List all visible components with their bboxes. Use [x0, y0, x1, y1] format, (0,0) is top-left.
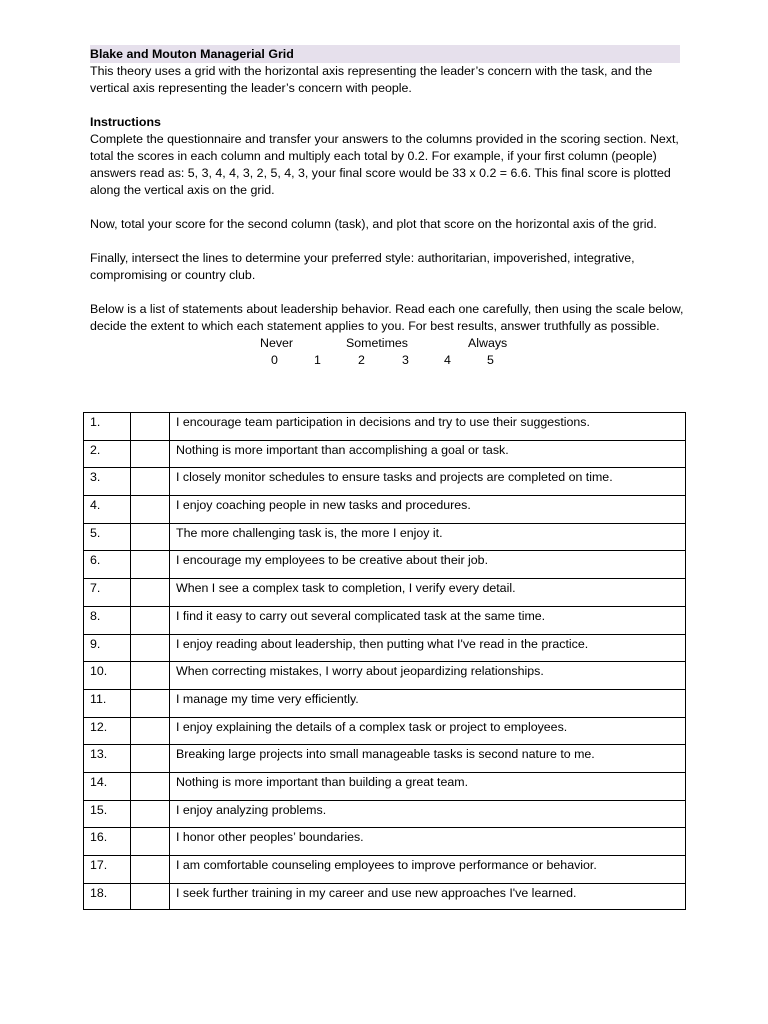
item-number: 12.: [84, 717, 131, 745]
table-row: [84, 717, 686, 745]
item-number: 15.: [84, 800, 131, 828]
instructions-paragraph-1: Complete the questionnaire and transfer your answers to the columns provided in the scoring section. Next, total the scores in each column and multiply each total by 0.2. For example, if your first column (people) answers read as: 5, 3, 4, 4, 3, 2, 5, 4, 3, your final score would be 33 x 0.2 = 6.6. This final score is plotted along the vertical axis on the grid.: [90, 132, 679, 197]
item-number: 16.: [84, 828, 131, 856]
spacer: [90, 284, 686, 301]
statement-text: I closely monitor schedules to ensure tasks and projects are completed on time.: [170, 468, 686, 496]
scale-number-4: 4: [444, 353, 451, 367]
table-row: [84, 634, 686, 662]
item-number: 17.: [84, 856, 131, 884]
item-number: 14.: [84, 772, 131, 800]
instructions-heading: Instructions: [90, 115, 161, 129]
answer-cell[interactable]: [131, 551, 170, 579]
table-row: [84, 579, 686, 607]
item-number: 2.: [84, 440, 131, 468]
table-row: [84, 440, 686, 468]
answer-cell[interactable]: [131, 634, 170, 662]
table-row: [84, 468, 686, 496]
table-row: [84, 523, 686, 551]
answer-cell[interactable]: [131, 689, 170, 717]
statement-text: I honor other peoples’ boundaries.: [170, 828, 686, 856]
table-row: [84, 772, 686, 800]
table-row: [84, 413, 686, 441]
item-number: 4.: [84, 496, 131, 524]
item-number: 8.: [84, 606, 131, 634]
item-number: 9.: [84, 634, 131, 662]
table-row: [84, 606, 686, 634]
statement-text: I manage my time very efficiently.: [170, 689, 686, 717]
statement-text: Nothing is more important than accomplishing a goal or task.: [170, 440, 686, 468]
scale-label-sometimes: Sometimes: [346, 336, 408, 350]
rating-scale: [90, 335, 686, 369]
statement-text: Nothing is more important than building a great team.: [170, 772, 686, 800]
spacer: [90, 233, 686, 250]
answer-cell[interactable]: [131, 717, 170, 745]
item-number: 11.: [84, 689, 131, 717]
table-row: [84, 800, 686, 828]
answer-cell[interactable]: [131, 828, 170, 856]
scale-number-0: 0: [271, 353, 278, 367]
intro-paragraph: This theory uses a grid with the horizontal axis representing the leader’s concern with the task, and the vertical axis representing the leader’s concern with people.: [90, 64, 653, 95]
document-title: Blake and Mouton Managerial Grid: [90, 45, 680, 63]
table-row: [84, 496, 686, 524]
statement-text: When correcting mistakes, I worry about jeopardizing relationships.: [170, 662, 686, 690]
table-row: [84, 689, 686, 717]
document-body: [90, 45, 686, 369]
item-number: 1.: [84, 413, 131, 441]
scale-number-5: 5: [487, 353, 494, 367]
answer-cell[interactable]: [131, 523, 170, 551]
table-row: [84, 662, 686, 690]
answer-cell[interactable]: [131, 440, 170, 468]
table-row: [84, 856, 686, 884]
instructions-paragraph-3: Finally, intersect the lines to determine your preferred style: authoritarian, impoverished, integrative, compromising or country club.: [90, 251, 635, 282]
item-number: 6.: [84, 551, 131, 579]
answer-cell[interactable]: [131, 606, 170, 634]
scale-label-never: Never: [260, 336, 294, 350]
table-row: [84, 745, 686, 773]
statement-text: I am comfortable counseling employees to improve performance or behavior.: [170, 856, 686, 884]
statement-text: I enjoy explaining the details of a complex task or project to employees.: [170, 717, 686, 745]
answer-cell[interactable]: [131, 662, 170, 690]
statement-text: I encourage team participation in decisions and try to use their suggestions.: [170, 413, 686, 441]
questionnaire-table: [83, 412, 686, 910]
item-number: 5.: [84, 523, 131, 551]
answer-cell[interactable]: [131, 856, 170, 884]
table-row: [84, 551, 686, 579]
spacer: [90, 97, 686, 114]
scale-number-1: 1: [314, 353, 321, 367]
statement-text: I encourage my employees to be creative about their job.: [170, 551, 686, 579]
answer-cell[interactable]: [131, 413, 170, 441]
statement-text: I seek further training in my career and use new approaches I've learned.: [170, 883, 686, 909]
spacer: [90, 199, 686, 216]
instructions-paragraph-2: Now, total your score for the second column (task), and plot that score on the horizontal axis of the grid.: [90, 217, 657, 231]
item-number: 13.: [84, 745, 131, 773]
statement-text: I find it easy to carry out several complicated task at the same time.: [170, 606, 686, 634]
instructions-paragraph-4: Below is a list of statements about leadership behavior. Read each one carefully, then using the scale below, decide the extent to which each statement applies to you. For best results, answer truthfully as possible.: [90, 302, 684, 333]
scale-number-3: 3: [402, 353, 409, 367]
scale-number-2: 2: [358, 353, 365, 367]
statement-text: When I see a complex task to completion, I verify every detail.: [170, 579, 686, 607]
answer-cell[interactable]: [131, 772, 170, 800]
answer-cell[interactable]: [131, 579, 170, 607]
scale-label-always: Always: [468, 336, 508, 350]
item-number: 10.: [84, 662, 131, 690]
answer-cell[interactable]: [131, 496, 170, 524]
table-row: [84, 828, 686, 856]
answer-cell[interactable]: [131, 883, 170, 909]
item-number: 3.: [84, 468, 131, 496]
statement-text: The more challenging task is, the more I enjoy it.: [170, 523, 686, 551]
answer-cell[interactable]: [131, 800, 170, 828]
statement-text: Breaking large projects into small manageable tasks is second nature to me.: [170, 745, 686, 773]
statement-text: I enjoy coaching people in new tasks and procedures.: [170, 496, 686, 524]
table-row: [84, 883, 686, 909]
item-number: 7.: [84, 579, 131, 607]
statement-text: I enjoy reading about leadership, then putting what I've read in the practice.: [170, 634, 686, 662]
answer-cell[interactable]: [131, 468, 170, 496]
item-number: 18.: [84, 883, 131, 909]
statement-text: I enjoy analyzing problems.: [170, 800, 686, 828]
answer-cell[interactable]: [131, 745, 170, 773]
